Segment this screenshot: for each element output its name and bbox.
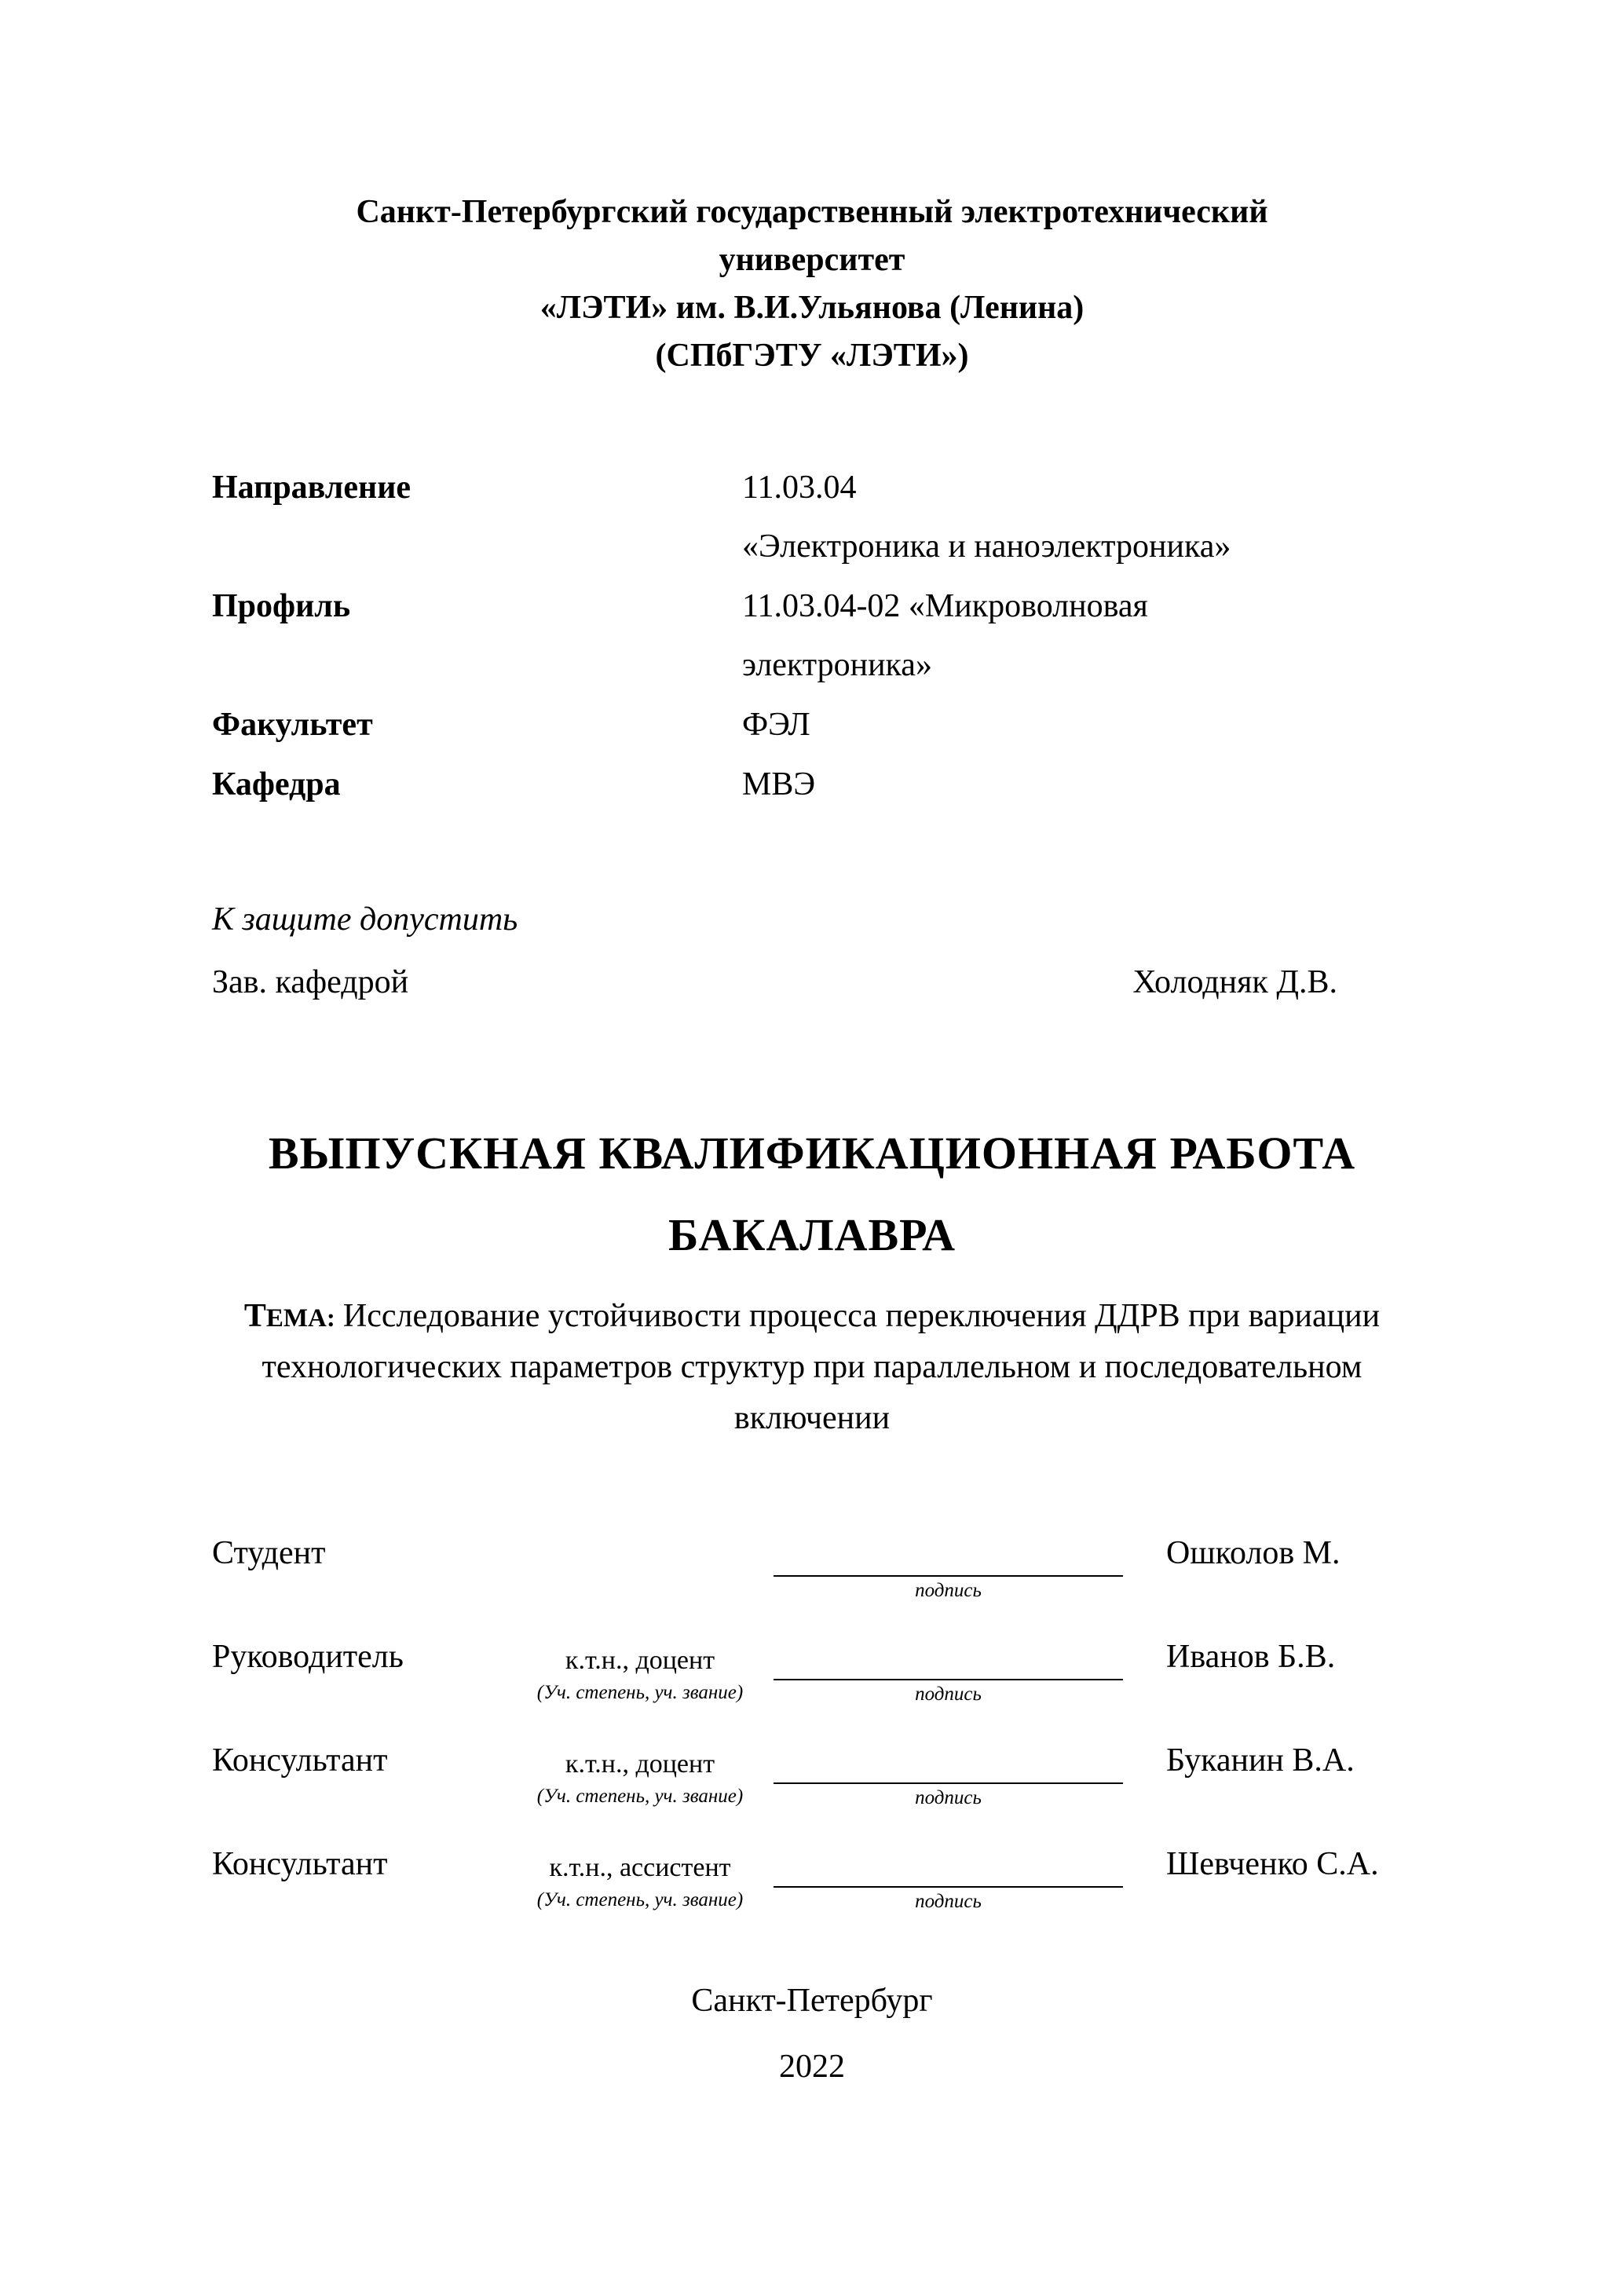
role-label: Консультант bbox=[212, 1845, 388, 1882]
program-row-faculty bbox=[212, 696, 1412, 755]
footer-year: 2022 bbox=[779, 2048, 845, 2085]
degree-cell bbox=[507, 1845, 774, 1911]
degree-text: к.т.н., доцент bbox=[565, 1645, 715, 1675]
profile-value bbox=[742, 577, 1412, 696]
department-label: Кафедра bbox=[212, 766, 341, 803]
signature-caption: подпись bbox=[915, 1683, 982, 1705]
person-name: Буканин В.А. bbox=[1166, 1742, 1355, 1779]
footer bbox=[212, 1968, 1412, 2100]
direction-value-line1: 11.03.04 bbox=[742, 469, 857, 506]
signature-line bbox=[774, 1845, 1123, 1888]
role-label: Руководитель bbox=[212, 1638, 404, 1675]
signature-caption: подпись bbox=[915, 1579, 982, 1601]
theme-label-first-letter: Т bbox=[243, 1297, 266, 1334]
person-name: Ошколов М. bbox=[1166, 1534, 1341, 1571]
theme-label bbox=[244, 1298, 335, 1334]
degree-caption: (Уч. степень, уч. звание) bbox=[536, 1888, 744, 1910]
direction-value-line2: «Электроника и наноэлектроника» bbox=[742, 528, 1231, 565]
faculty-label: Факультет bbox=[212, 706, 373, 743]
thesis-theme bbox=[212, 1291, 1412, 1444]
profile-label: Профиль bbox=[212, 587, 351, 624]
degree-text: к.т.н., доцент bbox=[565, 1749, 715, 1779]
degree-cell bbox=[507, 1638, 774, 1704]
program-info bbox=[212, 459, 1412, 815]
direction-value bbox=[742, 459, 1412, 577]
signature-line bbox=[774, 1534, 1123, 1577]
admit-to-defense-line: К защите допустить bbox=[212, 901, 518, 938]
university-header-line4: (СПбГЭТУ «ЛЭТИ») bbox=[655, 337, 969, 374]
department-head-name: Холодняк Д.В. bbox=[1132, 963, 1337, 1000]
university-header-line2: университет bbox=[719, 241, 905, 278]
profile-value-line1: 11.03.04-02 «Микроволновая bbox=[742, 587, 1148, 624]
direction-label: Направление bbox=[212, 469, 411, 506]
university-header-line1: Санкт-Петербургский государственный электротехнический bbox=[356, 194, 1268, 230]
degree-caption: (Уч. степень, уч. звание) bbox=[536, 1681, 744, 1703]
theme-text: Исследование устойчивости процесса переключения ДДРВ при вариации технологических параметров структур при параллельном и последовательном включении bbox=[262, 1297, 1381, 1436]
department-head-label: Зав. кафедрой bbox=[212, 963, 409, 1000]
signature-row-supervisor bbox=[212, 1638, 1412, 1706]
program-row-department bbox=[212, 755, 1412, 815]
thesis-title-line1: ВЫПУСКНАЯ КВАЛИФИКАЦИОННАЯ РАБОТА bbox=[268, 1127, 1356, 1179]
theme-label-rest: ЕМА: bbox=[265, 1303, 335, 1333]
footer-city: Санкт-Петербург bbox=[691, 1982, 933, 2019]
degree-text: к.т.н., ассистент bbox=[549, 1852, 731, 1882]
program-row-profile bbox=[212, 577, 1412, 696]
role-label: Студент bbox=[212, 1534, 326, 1571]
role-label: Консультант bbox=[212, 1742, 388, 1779]
signature-line bbox=[774, 1638, 1123, 1680]
signature-row-consultant-2 bbox=[212, 1845, 1412, 1913]
university-header-line3: «ЛЭТИ» им. В.И.Ульянова (Ленина) bbox=[540, 289, 1084, 326]
signature-line bbox=[774, 1742, 1123, 1784]
degree-cell bbox=[507, 1742, 774, 1808]
department-head-row bbox=[212, 952, 1412, 1015]
approval-block bbox=[212, 889, 1412, 1015]
signature-line-cell bbox=[774, 1534, 1123, 1602]
department-value: МВЭ bbox=[742, 766, 816, 803]
signature-caption: подпись bbox=[915, 1890, 982, 1912]
profile-value-line2: электроника» bbox=[742, 647, 932, 684]
signature-caption: подпись bbox=[915, 1786, 982, 1808]
program-row-direction bbox=[212, 459, 1412, 577]
signature-line-cell bbox=[774, 1638, 1123, 1706]
signature-section bbox=[212, 1534, 1412, 1913]
person-name: Иванов Б.В. bbox=[1166, 1638, 1336, 1675]
university-header bbox=[212, 188, 1412, 380]
signature-line-cell bbox=[774, 1742, 1123, 1809]
faculty-value: ФЭЛ bbox=[742, 706, 810, 743]
signature-line-cell bbox=[774, 1845, 1123, 1913]
thesis-title bbox=[212, 1113, 1412, 1277]
signature-row-consultant-1 bbox=[212, 1742, 1412, 1809]
degree-caption: (Уч. степень, уч. звание) bbox=[536, 1785, 744, 1807]
thesis-title-line2: БАКАЛАВРА bbox=[668, 1209, 956, 1261]
signature-row-student bbox=[212, 1534, 1412, 1602]
person-name: Шевченко С.А. bbox=[1166, 1845, 1379, 1882]
